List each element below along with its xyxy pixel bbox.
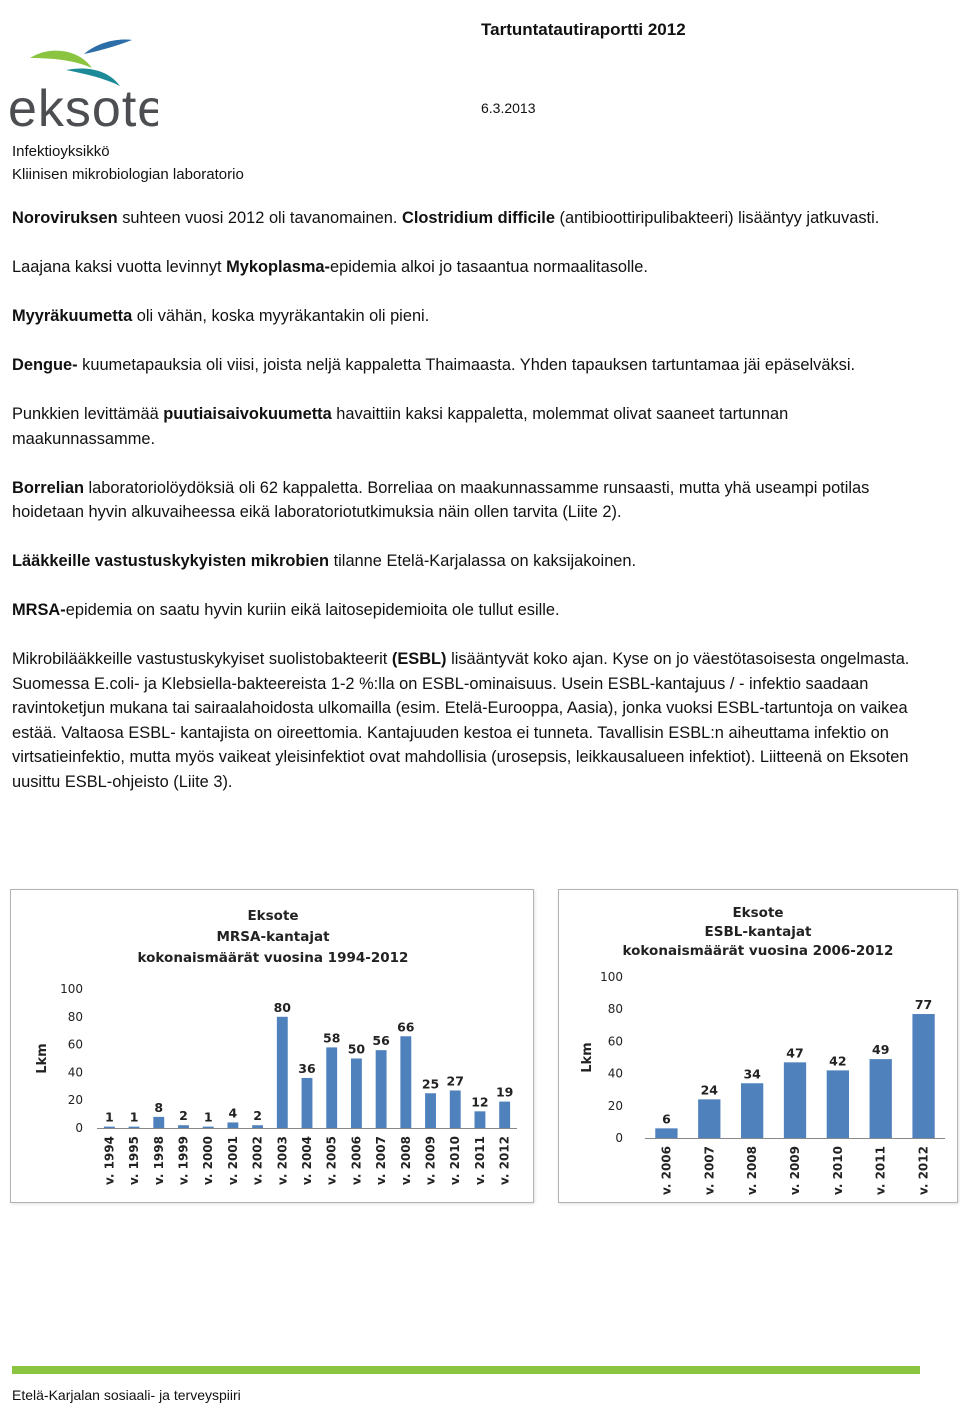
bar [425, 1093, 436, 1128]
data-label: 66 [397, 1019, 415, 1035]
bar [450, 1090, 461, 1128]
bar [475, 1111, 486, 1128]
x-tick-label: v. 2007 [702, 1146, 717, 1195]
body-paragraph [12, 598, 932, 623]
bar [227, 1122, 238, 1128]
bar [376, 1050, 387, 1128]
paragraph-text: laboratoriolöydöksiä oli 62 kappaletta. Borreliaa on maakunnassamme runsaasti, mutta yhä useampi potilas hoidetaan hyvin alkuvaiheessa eikä laboratoriotutkimuksia näin ollen tarvita (Liite 2). [12, 478, 870, 521]
data-label: 2 [179, 1108, 188, 1124]
data-label: 1 [129, 1109, 139, 1125]
logo-leaf-blue [84, 40, 132, 54]
laboratory-name: Kliinisen mikrobiologian laboratorio [12, 166, 244, 183]
x-tick-label: v. 2003 [275, 1136, 290, 1185]
data-label: 36 [298, 1060, 316, 1076]
x-tick-label: v. 2010 [448, 1136, 463, 1185]
chart-title-line: kokonaismäärät vuosina 2006-2012 [622, 943, 894, 959]
body-paragraph [12, 255, 932, 280]
paragraph-text: epidemia alkoi jo tasaantua normaalitasolle. [329, 258, 648, 276]
eksote-logo [8, 36, 158, 132]
data-label: 47 [786, 1045, 804, 1061]
bar [400, 1036, 411, 1128]
bar [302, 1078, 313, 1128]
data-label: 2 [253, 1108, 262, 1124]
bar [129, 1127, 140, 1128]
footer-divider [12, 1366, 920, 1374]
x-tick-label: v. 2010 [830, 1146, 845, 1195]
paragraph-text: lisääntyvät koko ajan. Kyse on jo väestötasoisesta ongelmasta. Suomessa E.coli- ja Klebsiella-bakteereista 1-2 %:lla on ESBL-ominaisuus. Usein ESBL-kantajuus / - infektio saadaan ravintoketjun mukana tai sairaalahoidosta ulkomailla (esim. Etelä-Eurooppa, Aasia), jonka vuoksi ESBL-tartuntoja on vaikea estää. Valtaosa ESBL- kantajista on oireettomia. Kantajuuden kestoa ei tunneta. Tavallisin ESBL:n aiheuttama infektio on virtsatieinfektio, mutta myös vaikeat yleisinfektiot ovat mahdollisia (urosepsis, leikkausalueen infektiot). Liitteenä on Eksoten uusittu ESBL-ohjeisto (Liite 3). [12, 650, 910, 791]
y-tick-label: 20 [607, 1098, 623, 1113]
y-tick-label: 100 [60, 982, 83, 996]
bar [698, 1099, 720, 1138]
data-label: 50 [347, 1041, 366, 1057]
chart-title-line: MRSA-kantajat [216, 929, 330, 945]
body-paragraph [12, 476, 932, 525]
bar [870, 1059, 892, 1138]
x-tick-label: v. 2012 [497, 1136, 512, 1185]
data-label: 27 [446, 1073, 464, 1089]
data-label: 56 [372, 1033, 390, 1049]
esbl-chart-svg [559, 890, 957, 1202]
x-tick-label: v. 1994 [102, 1136, 117, 1185]
bar [326, 1047, 337, 1128]
bar [153, 1117, 164, 1128]
x-tick-label: v. 2007 [374, 1136, 389, 1185]
bar [827, 1070, 849, 1138]
y-tick-label: 60 [607, 1034, 623, 1049]
data-label: 24 [700, 1082, 718, 1098]
bar [499, 1102, 510, 1128]
x-tick-label: v. 2009 [788, 1146, 802, 1195]
emphasis-term: Mykoplasma- [226, 258, 330, 276]
x-tick-label: v. 1995 [127, 1136, 142, 1185]
x-tick-label: v. 2008 [398, 1136, 413, 1185]
bar [784, 1062, 806, 1138]
y-axis-label: Lkm [580, 1042, 595, 1073]
bar [178, 1125, 189, 1128]
paragraph-text: Mikrobilääkkeille vastustuskykyiset suolistobakteerit [12, 650, 392, 668]
x-tick-label: v. 2000 [201, 1136, 216, 1185]
report-title: Tartuntatautiraportti 2012 [481, 20, 686, 39]
y-tick-label: 40 [67, 1065, 83, 1080]
data-label: 77 [914, 997, 933, 1013]
x-tick-label: v. 2002 [250, 1136, 265, 1185]
paragraph-text: (antibioottiripulibakteeri) lisääntyy jatkuvasti. [554, 209, 880, 227]
body-paragraph [12, 647, 932, 794]
y-axis-label: Lkm [35, 1043, 50, 1074]
mrsa-chart-svg [11, 890, 533, 1202]
data-label: 34 [743, 1066, 761, 1082]
report-date: 6.3.2013 [481, 100, 536, 116]
unit-info [12, 140, 244, 186]
x-tick-label: v. 1998 [151, 1136, 166, 1185]
x-tick-label: v. 2011 [472, 1136, 487, 1185]
x-tick-label: v. 2008 [745, 1146, 760, 1195]
bar [655, 1128, 677, 1138]
data-label: 6 [662, 1111, 671, 1127]
y-tick-label: 40 [607, 1066, 623, 1081]
x-tick-label: v. 2012 [916, 1146, 931, 1195]
data-label: 1 [203, 1109, 213, 1125]
emphasis-term: (ESBL) [391, 650, 447, 668]
x-tick-label: v. 2001 [225, 1136, 240, 1185]
chart-title-line: kokonaismäärät vuosina 1994-2012 [137, 950, 409, 966]
body-paragraph [12, 206, 932, 231]
y-tick-label: 0 [615, 1131, 623, 1145]
y-tick-label: 60 [67, 1037, 83, 1052]
logo-wordmark: eksote [8, 80, 158, 132]
esbl-chart [558, 889, 958, 1203]
emphasis-term: MRSA- [12, 601, 66, 619]
data-label: 42 [829, 1053, 847, 1069]
x-tick-label: v. 2009 [423, 1136, 438, 1185]
y-tick-label: 80 [67, 1009, 83, 1024]
paragraph-text: suhteen vuosi 2012 oli tavanomainen. [117, 209, 402, 227]
emphasis-term: Noroviruksen [12, 209, 118, 227]
paragraph-text: Punkkien levittämää [12, 405, 164, 423]
report-body [12, 206, 932, 819]
logo-leaf-green [30, 51, 92, 68]
data-label: 12 [471, 1094, 489, 1110]
y-tick-label: 100 [600, 970, 623, 984]
bar [252, 1125, 263, 1128]
emphasis-term: Borrelian [12, 478, 84, 497]
body-paragraph [12, 549, 932, 574]
data-label: 58 [323, 1030, 341, 1046]
y-tick-label: 20 [67, 1093, 83, 1108]
emphasis-term: Lääkkeille vastustuskykyisten mikrobien [12, 552, 330, 570]
eksote-logo-graphic [8, 36, 158, 132]
bar [203, 1127, 214, 1128]
mrsa-chart [10, 889, 534, 1203]
x-tick-label: v. 2006 [349, 1136, 364, 1185]
y-tick-label: 0 [75, 1121, 83, 1135]
x-tick-label: v. 2011 [873, 1146, 888, 1195]
x-tick-label: v. 1999 [176, 1136, 191, 1185]
y-tick-label: 80 [607, 1002, 623, 1017]
bar [741, 1083, 763, 1138]
paragraph-text: epidemia on saatu hyvin kuriin eikä laitosepidemioita ole tullut esille. [65, 601, 560, 619]
body-paragraph [12, 353, 932, 378]
x-tick-label: v. 2006 [659, 1146, 674, 1195]
emphasis-term: Myyräkuumetta [12, 307, 133, 325]
emphasis-term: puutiaisaivokuumetta [163, 405, 332, 423]
x-tick-label: v. 2004 [300, 1136, 314, 1185]
paragraph-text: havaittiin kaksi kappaletta, molemmat olivat saaneet tartunnan maakunnassamme. [12, 405, 789, 448]
bar [277, 1017, 288, 1128]
body-paragraph [12, 304, 932, 329]
bar [104, 1127, 115, 1128]
data-label: 49 [872, 1042, 890, 1058]
emphasis-term: Clostridium difficile [401, 209, 555, 227]
data-label: 1 [105, 1109, 114, 1125]
data-label: 4 [228, 1105, 238, 1121]
unit-name: Infektioyksikkö [12, 143, 110, 160]
chart-title-line: Eksote [732, 905, 784, 921]
paragraph-text: kuumetapauksia oli viisi, joista neljä kappaletta Thaimaasta. Yhden tapauksen tartuntamaa jäi epäselväksi. [77, 356, 856, 374]
data-label: 19 [495, 1084, 514, 1100]
x-tick-label: v. 2005 [324, 1136, 339, 1185]
paragraph-text: oli vähän, koska myyräkantakin oli pieni. [132, 307, 430, 325]
bar [351, 1059, 362, 1129]
footer-organization: Etelä-Karjalan sosiaali- ja terveyspiiri [12, 1387, 241, 1403]
paragraph-text: tilanne Etelä-Karjalassa on kaksijakoinen. [329, 552, 637, 570]
body-paragraph [12, 402, 932, 451]
chart-title-line: Eksote [247, 908, 299, 924]
paragraph-text: Laajana kaksi vuotta levinnyt [12, 258, 227, 276]
data-label: 8 [154, 1099, 164, 1115]
bar [912, 1014, 934, 1138]
data-label: 80 [273, 999, 291, 1015]
data-label: 25 [421, 1076, 440, 1092]
chart-title-line: ESBL-kantajat [704, 924, 812, 940]
emphasis-term: Dengue- [12, 356, 78, 374]
